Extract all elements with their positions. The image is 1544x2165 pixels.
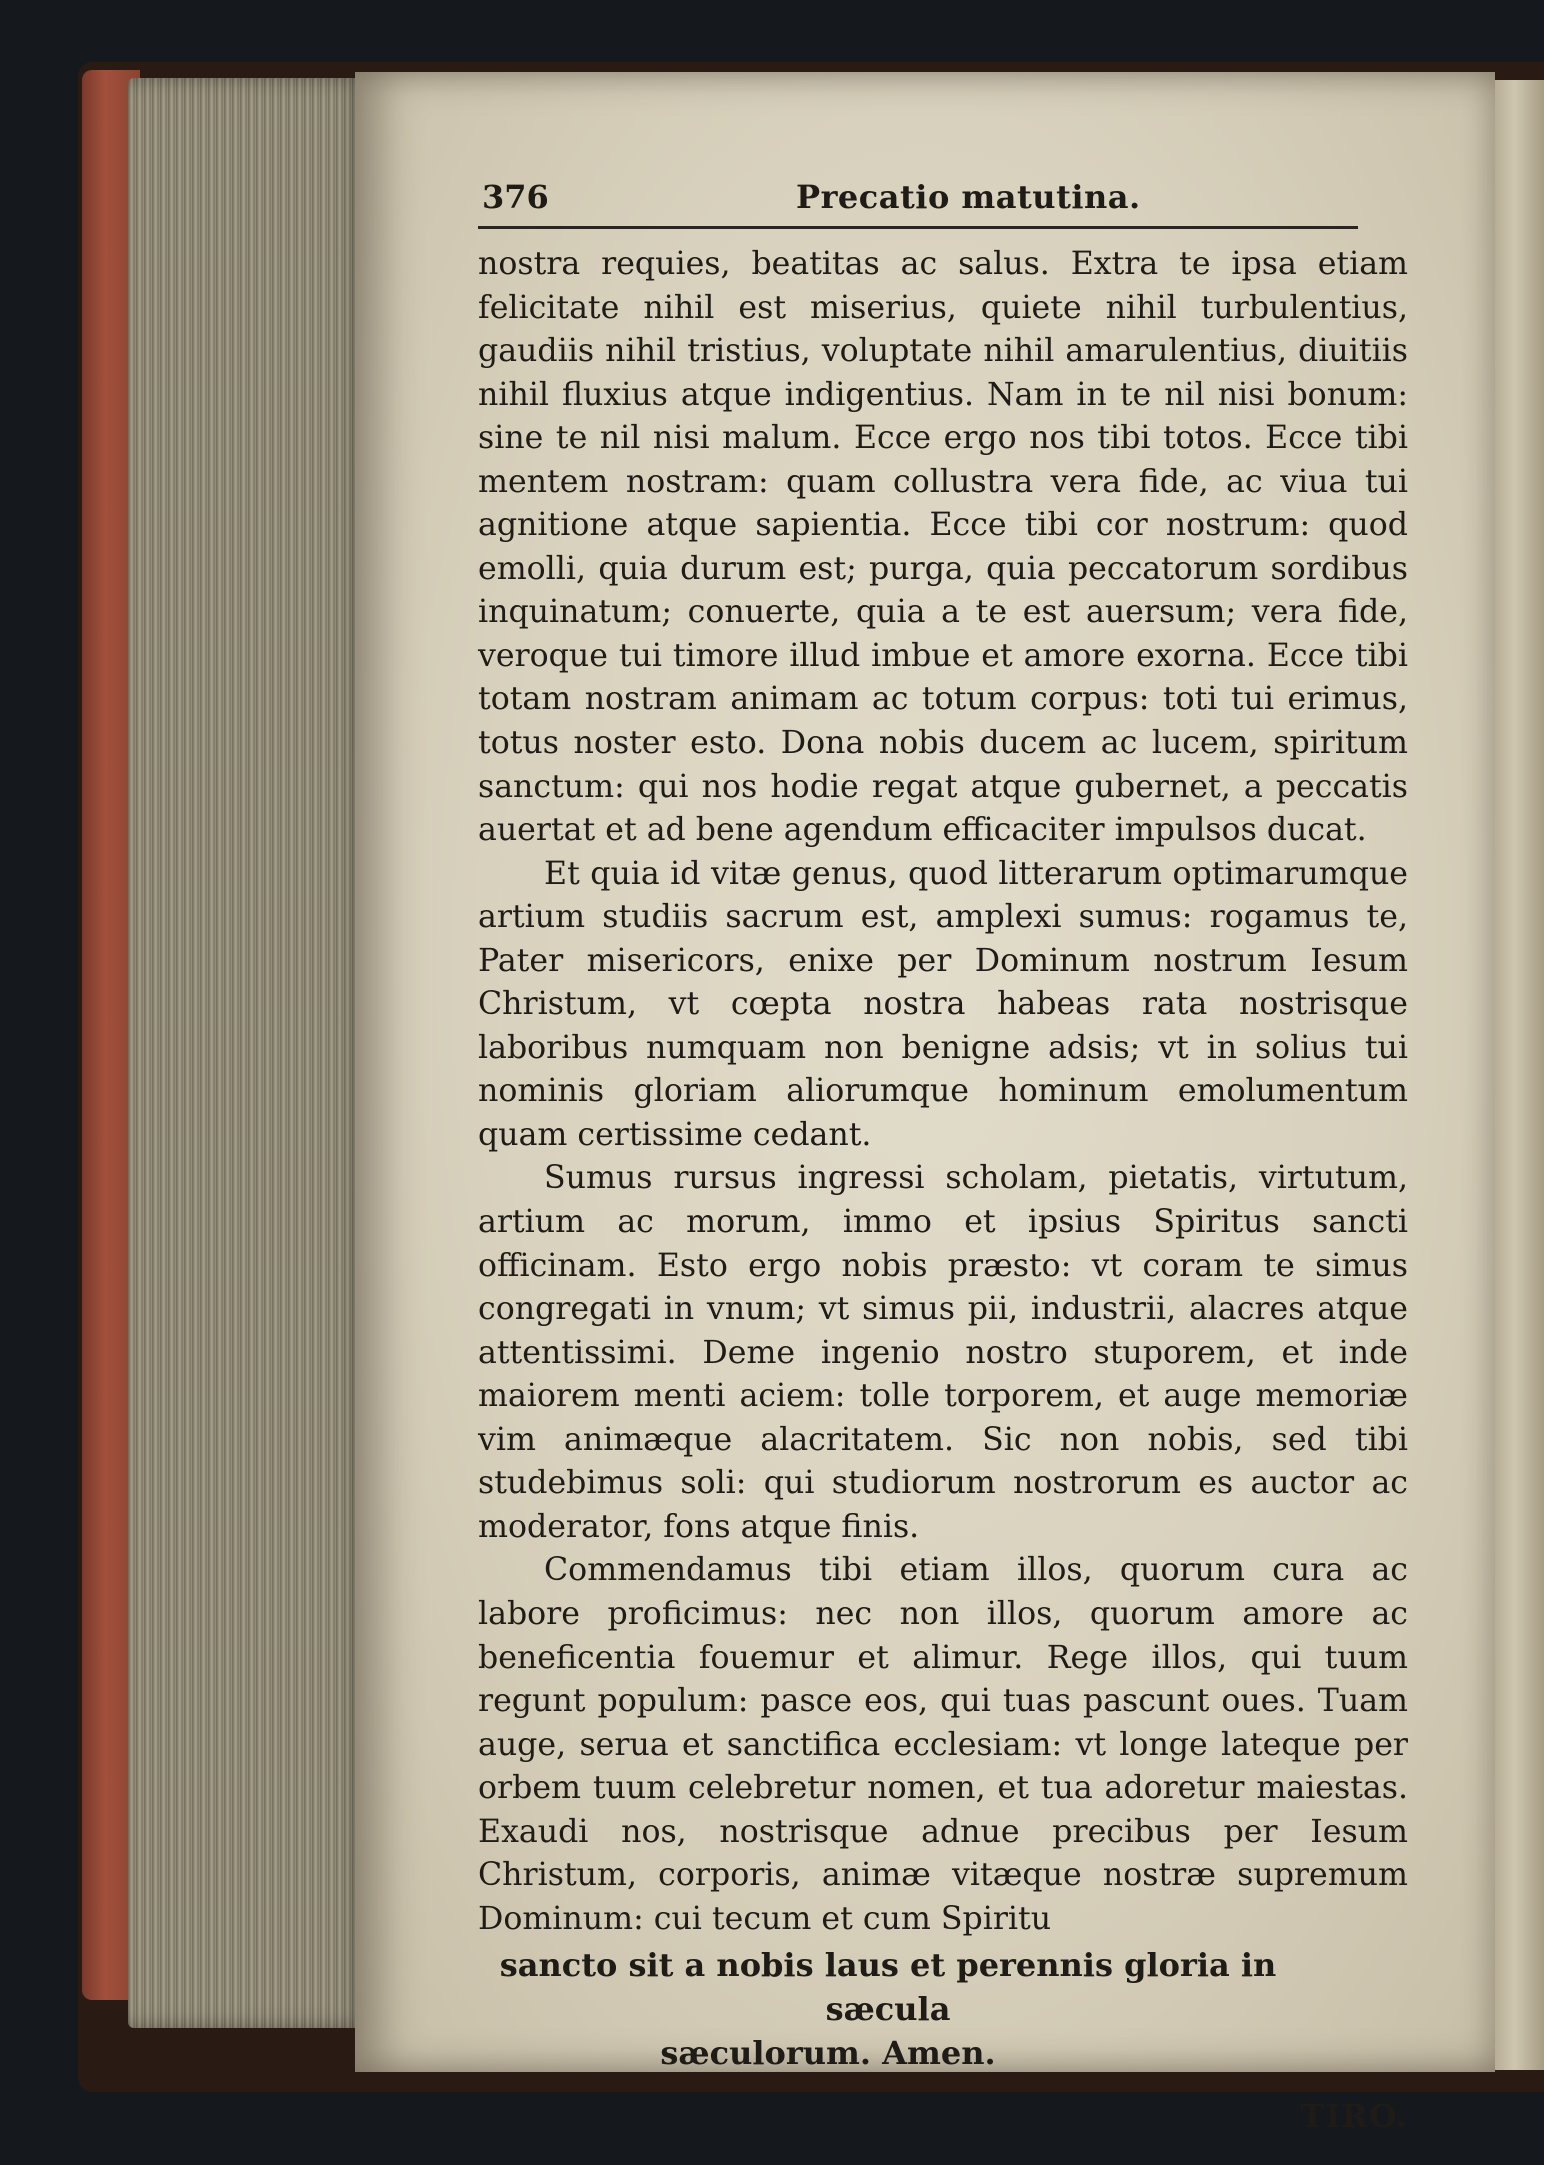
paragraph-1: nostra requies, beatitas ac salus. Extra te ipsa etiam felicitate nihil est miserius, quiete nihil turbulentius, gaudiis nihil tristius, voluptate nihil amarulentius, diuitiis nihil fluxius atque indigentius. Nam in te nil nisi bonum: sine te nil nisi malum. Ecce ergo nos tibi totos. Ecce tibi mentem nostram: quam collustra vera fide, ac viua tui agnitione atque sapientia. Ecce tibi cor nostrum: quod emolli, quia durum est; purga, quia peccatorum sordibus inquinatum; conuerte, quia a te est auersum; vera fide, veroque tui timore illud imbue et amore exorna. Ecce tibi totam nostram animam ac totum corpus: toti tui erimus, totus noster esto. Dona nobis ducem ac lucem, spiritum sanctum: qui nos hodie regat atque gubernet, a peccatis auertat et ad bene agendum efficaciter impulsos ducat. <box>478 246 1408 849</box>
closing-line-1: sancto sit a nobis laus et perennis gloria in sæcula <box>499 1946 1277 2029</box>
page-number: 376 <box>482 178 549 216</box>
paragraph-2: Et quia id vitæ genus, quod litterarum optimarumque artium studiis sacrum est, amplexi sumus: rogamus te, Pater misericors, enixe per Dominum nostrum Iesum Christum, vt cœpta nostra habeas rata nostrisque laboribus numquam non benigne adsis; vt in solius tui nominis gloriam aliorumque hominum emolumentum quam certissime cedant. <box>478 855 1408 1153</box>
page-block-edge <box>128 78 368 2028</box>
paragraph-3: Sumus rursus ingressi scholam, pietatis, virtutum, artium ac morum, immo et ipsius Spiritus sancti officinam. Esto ergo nobis præsto: vt coram te simus congregati in vnum; vt simus pii, industrii, alacres atque attentissimi. Deme ingenio nostro stuporem, et inde maiorem menti aciem: tolle torporem, et auge memoriæ vim animæque alacritatem. Sic non nobis, sed tibi studebimus soli: qui studiorum nostrorum es auctor ac moderator, fons atque finis. <box>478 1160 1408 1545</box>
running-title: Precatio matutina. <box>796 178 1141 216</box>
page-header <box>478 178 1408 224</box>
paragraph-4: Commendamus tibi etiam illos, quorum cura ac labore proficimus: nec non illos, quorum amore ac beneficentia fouemur et alimur. Rege illos, qui tuum regunt populum: pasce eos, qui tuas pascunt oues. Tuam auge, serua et sanctifica ecclesiam: vt longe lateque per orbem tuum celebretur nomen, et tua adoretur maiestas. Exaudi nos, nostrisque adnue precibus per Iesum Christum, corporis, animæ vitæque nostræ supremum Dominum: cui tecum et cum Spiritu <box>478 1552 1408 1937</box>
closing-doxology <box>478 1943 1298 2075</box>
next-page-edge <box>1495 80 1544 2070</box>
header-rule <box>478 226 1358 229</box>
page-text <box>478 178 1408 2135</box>
catchword: TIRO. <box>1300 2097 1408 2136</box>
closing-line-2: sæculorum. Amen. <box>660 2034 996 2073</box>
